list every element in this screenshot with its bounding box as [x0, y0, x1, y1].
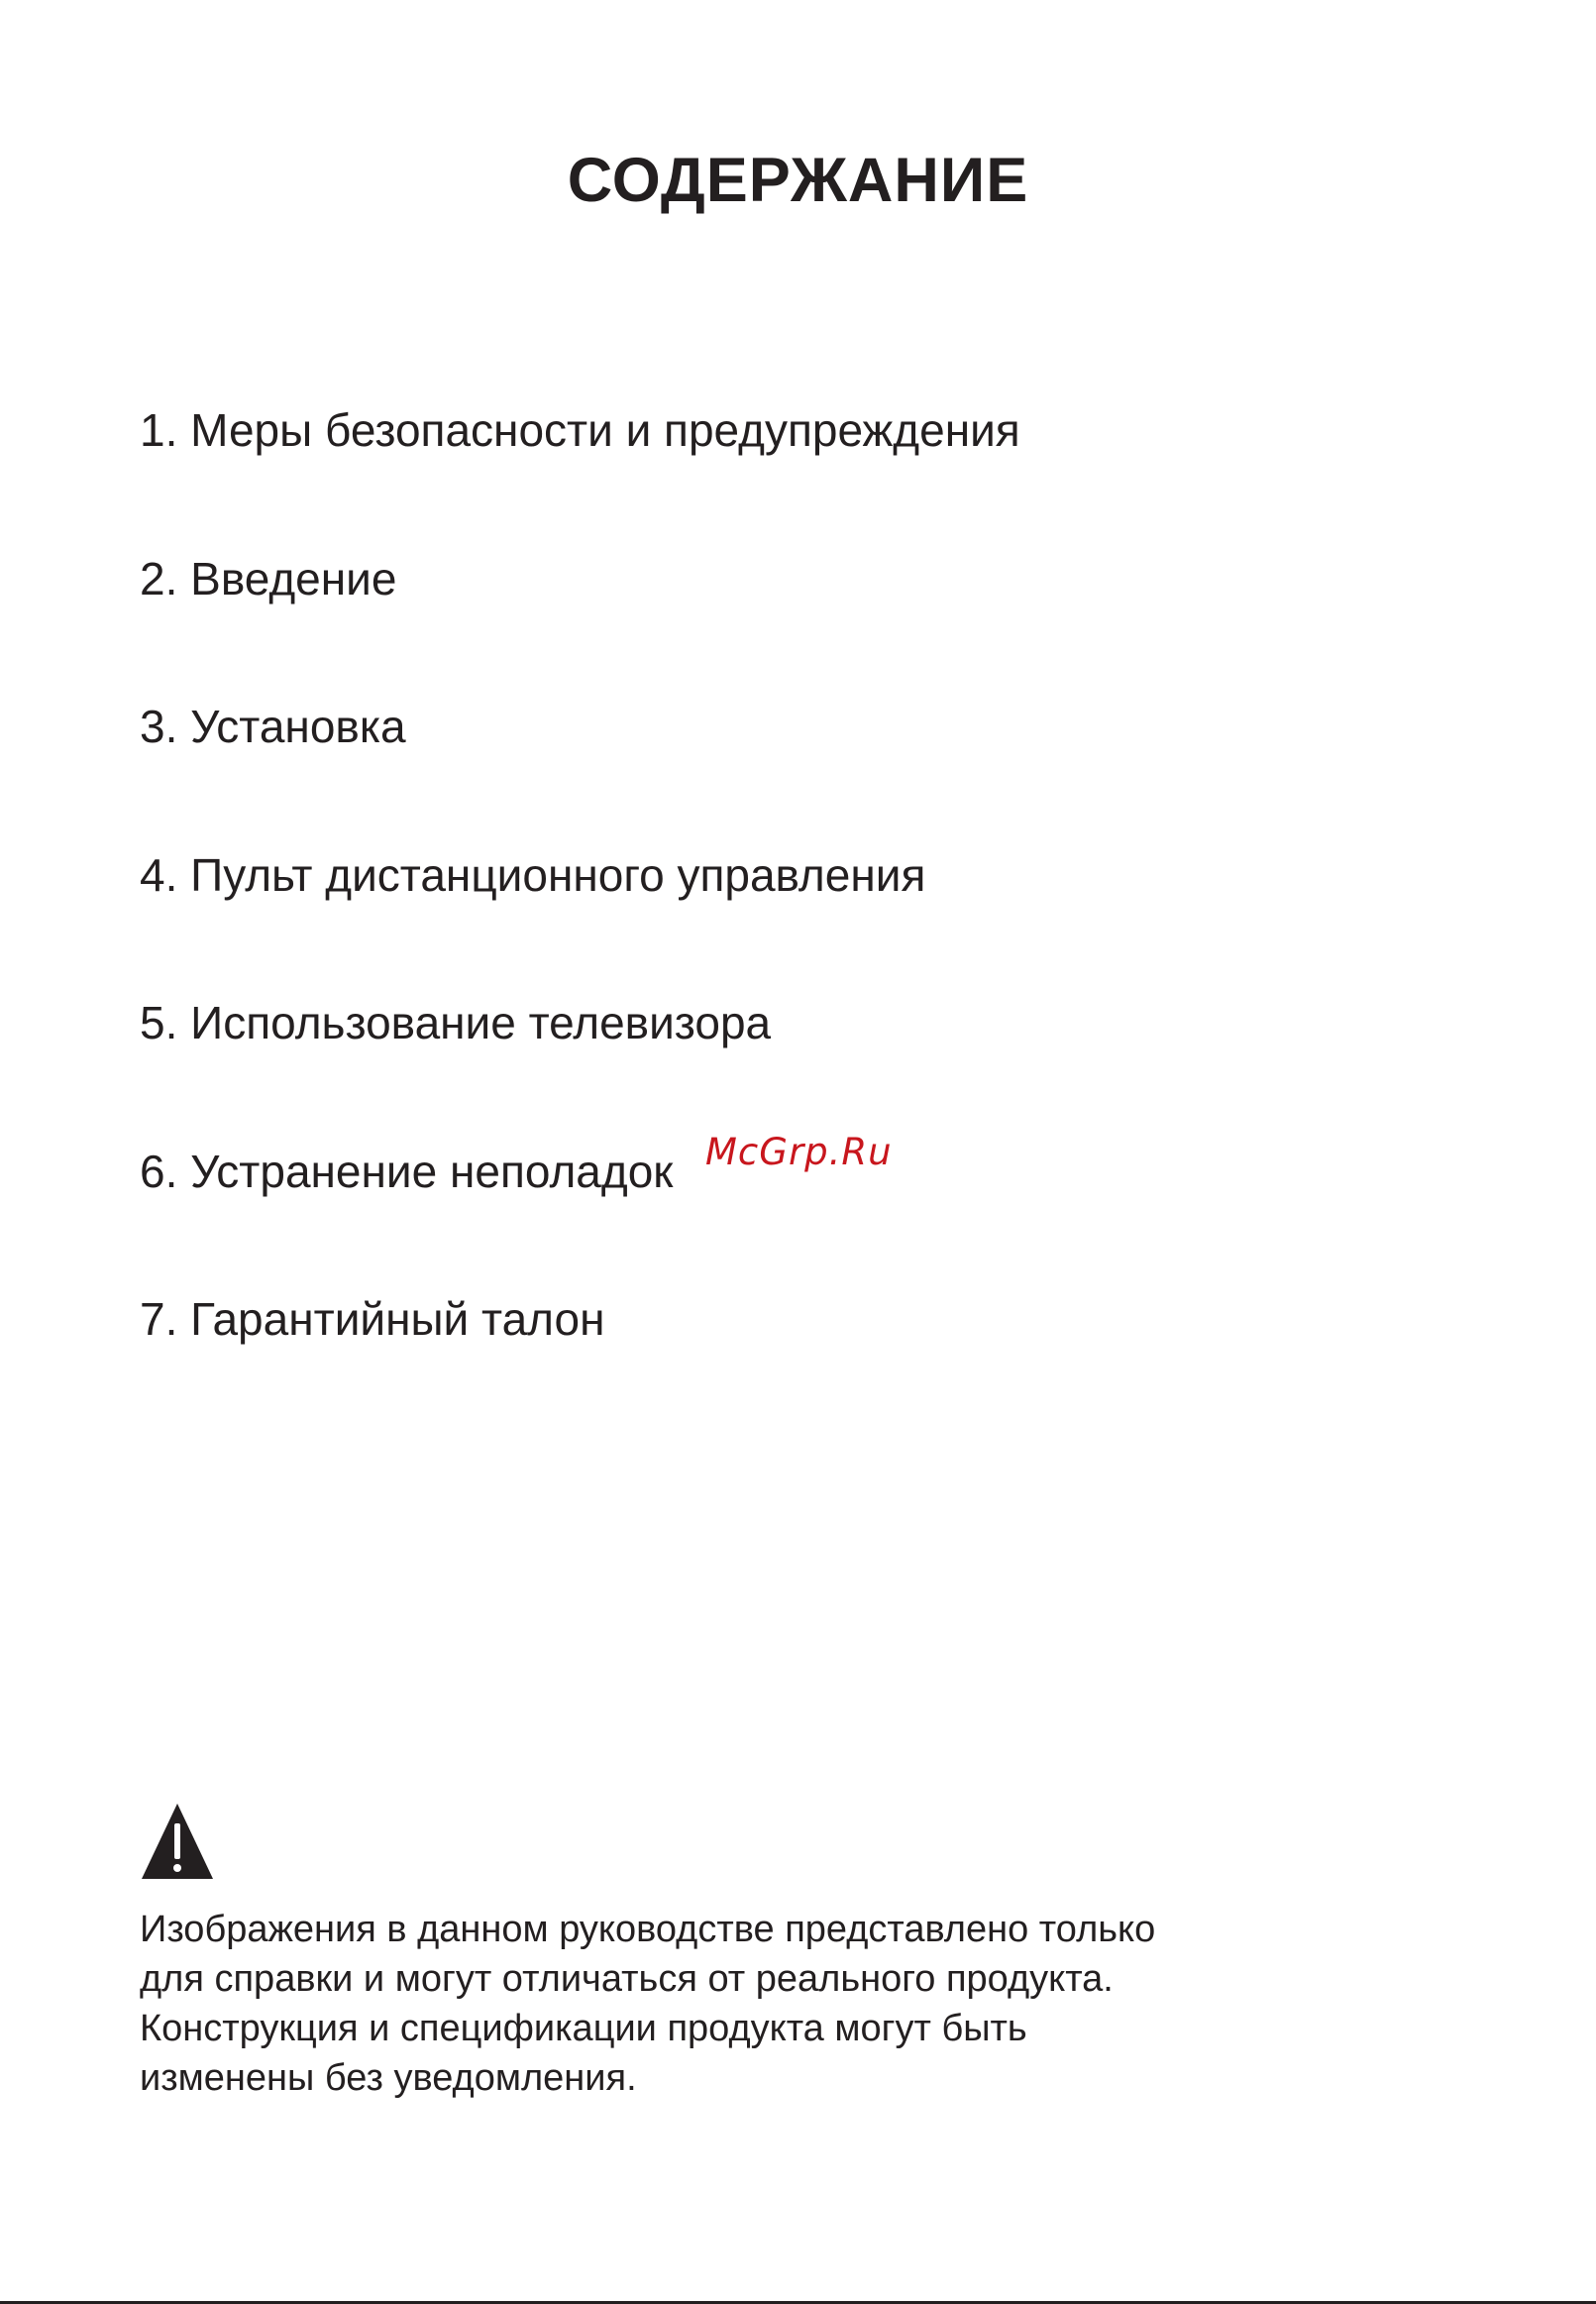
toc-item-warranty[interactable]: 7. Гарантийный талон	[140, 1293, 605, 1345]
page-title: СОДЕРЖАНИЕ	[567, 146, 1029, 215]
toc-item-safety[interactable]: 1. Меры безопасности и предупреждения	[140, 404, 1020, 456]
toc-item-introduction[interactable]: 2. Введение	[140, 552, 397, 604]
disclaimer-line: для справки и могут отличаться от реального продукта.	[140, 1958, 1114, 2000]
disclaimer-line: Изображения в данном руководстве представлено только	[140, 1909, 1156, 1950]
toc-item-installation[interactable]: 3. Установка	[140, 701, 406, 752]
disclaimer-notice	[140, 1905, 1329, 2103]
warning-triangle-icon	[140, 1802, 215, 1881]
table-of-contents	[140, 394, 1020, 1432]
disclaimer-line: Конструкция и спецификации продукта могут быть	[140, 2008, 1027, 2049]
toc-item-troubleshooting[interactable]: 6. Устранение неполадок	[140, 1145, 674, 1197]
disclaimer-line: изменены без уведомления.	[140, 2057, 637, 2099]
toc-item-using-tv[interactable]: 5. Использование телевизора	[140, 997, 772, 1048]
toc-item-remote-control[interactable]: 4. Пульт дистанционного управления	[140, 848, 926, 901]
watermark: McGrp.Ru	[705, 1131, 893, 1173]
